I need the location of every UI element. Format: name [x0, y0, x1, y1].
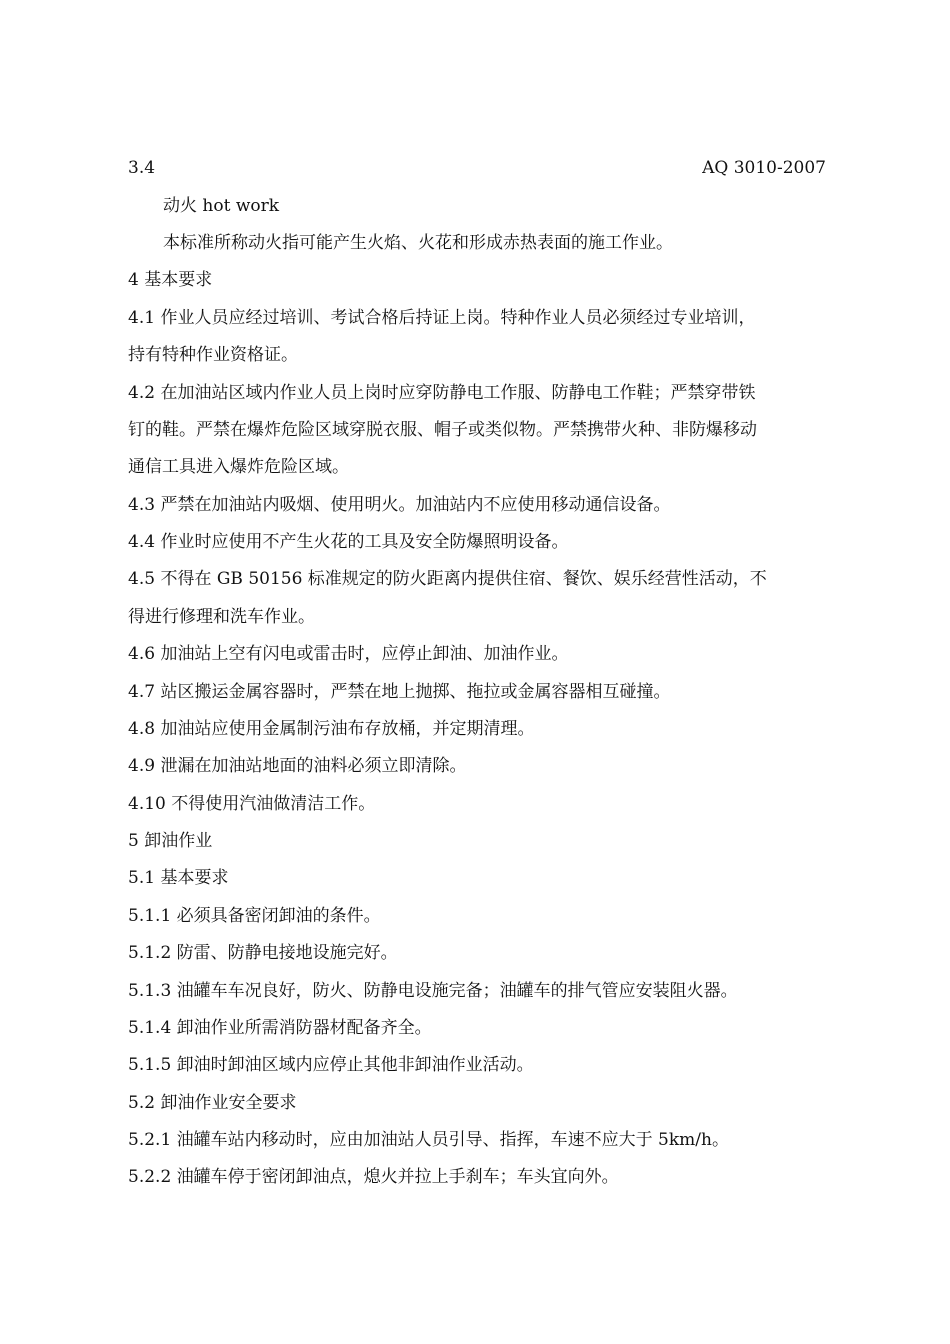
clause-5-1-5: 5.1.5 卸油时卸油区域内应停止其他非卸油作业活动。: [128, 1055, 534, 1075]
clause-5-1-2: 5.1.2 防雷、防静电接地设施完好。: [128, 943, 398, 963]
section-number: 3.4: [128, 158, 156, 178]
subsection-heading-5-1: 5.1 基本要求: [128, 868, 229, 888]
clause-5-1-3: 5.1.3 油罐车车况良好，防火、防静电设施完备；油罐车的排气管应安装阻火器。: [128, 981, 738, 1001]
subsection-heading-5-2: 5.2 卸油作业安全要求: [128, 1093, 297, 1113]
clause-5-2-1: 5.2.1 油罐车站内移动时，应由加油站人员引导、指挥，车速不应大于 5km/h。: [128, 1130, 729, 1150]
clause-4-8: 4.8 加油站应使用金属制污油布存放桶，并定期清理。: [128, 719, 535, 739]
clause-4-1-line-2: 持有特种作业资格证。: [128, 345, 298, 365]
clause-4-3: 4.3 严禁在加油站内吸烟、使用明火。加油站内不应使用移动通信设备。: [128, 495, 671, 515]
section-heading-4: 4 基本要求: [128, 270, 213, 290]
clause-4-5-line-1: 4.5 不得在 GB 50156 标准规定的防火距离内提供住宿、餐饮、娱乐经营性活动，不: [128, 569, 767, 589]
clause-4-6: 4.6 加油站上空有闪电或雷击时，应停止卸油、加油作业。: [128, 644, 569, 664]
section-heading-5: 5 卸油作业: [128, 831, 213, 851]
term-title: 动火 hot work: [163, 196, 280, 216]
clause-4-1-line-1: 4.1 作业人员应经过培训、考试合格后持证上岗。特种作业人员必须经过专业培训，: [128, 308, 756, 328]
clause-4-9: 4.9 泄漏在加油站地面的油料必须立即清除。: [128, 756, 467, 776]
clause-4-2-line-3: 通信工具进入爆炸危险区域。: [128, 457, 349, 477]
clause-4-4: 4.4 作业时应使用不产生火花的工具及安全防爆照明设备。: [128, 532, 569, 552]
clause-4-2-line-2: 钉的鞋。严禁在爆炸危险区域穿脱衣服、帽子或类似物。严禁携带火种、非防爆移动: [128, 420, 757, 440]
term-definition: 本标准所称动火指可能产生火焰、火花和形成赤热表面的施工作业。: [163, 233, 673, 253]
clause-4-10: 4.10 不得使用汽油做清洁工作。: [128, 794, 376, 814]
clause-4-2-line-1: 4.2 在加油站区域内作业人员上岗时应穿防静电工作服、防静电工作鞋；严禁穿带铁: [128, 383, 756, 403]
clause-5-1-4: 5.1.4 卸油作业所需消防器材配备齐全。: [128, 1018, 432, 1038]
clause-4-7: 4.7 站区搬运金属容器时，严禁在地上抛掷、拖拉或金属容器相互碰撞。: [128, 682, 671, 702]
standard-code: AQ 3010-2007: [702, 158, 826, 178]
clause-5-1-1: 5.1.1 必须具备密闭卸油的条件。: [128, 906, 381, 926]
clause-4-5-line-2: 得进行修理和洗车作业。: [128, 607, 315, 627]
clause-5-2-2: 5.2.2 油罐车停于密闭卸油点，熄火并拉上手刹车；车头宜向外。: [128, 1167, 619, 1187]
